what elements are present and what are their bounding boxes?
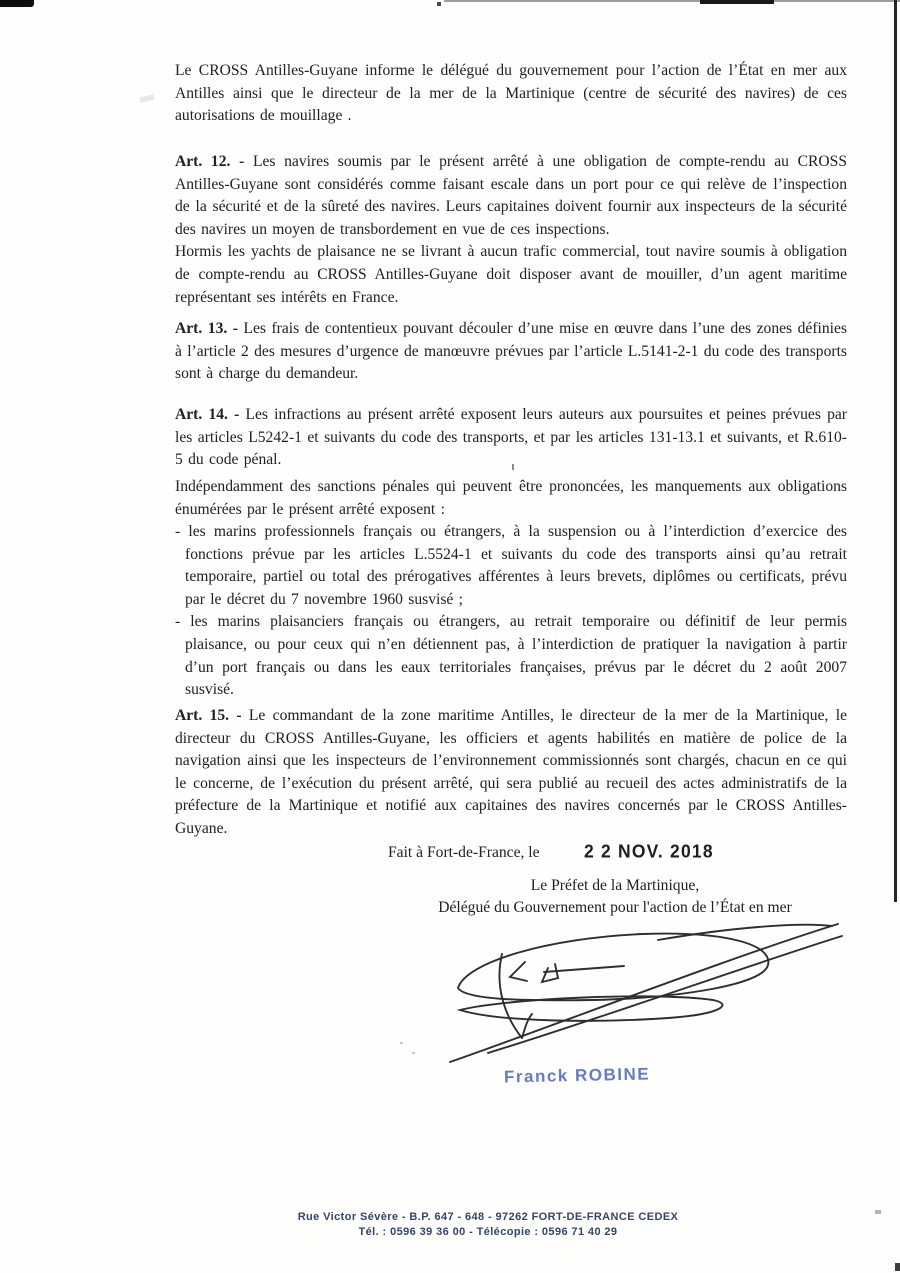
article-13-label: Art. 13. -	[175, 320, 238, 337]
signature-handwriting-icon	[428, 910, 848, 1075]
article-13-paragraph	[175, 318, 847, 386]
sanctions-intro: Indépendamment des sanctions pénales qui peuvent être prononcées, les manquements aux obligations énumérées par le présent arrêté exposent :	[175, 478, 847, 518]
article-15	[175, 705, 847, 841]
place-date-label: Fait à Fort-de-France, le	[388, 844, 540, 861]
article-12-paragraph-2: Hormis les yachts de plaisance ne se livrant à aucun trafic commercial, tout navire soumis à obligation de compte-rendu au CROSS Antilles-Guyane doit disposer avant de mouiller, d’un agent maritime représentant ses intérêts en France.	[175, 243, 847, 306]
scanner-artifact-right-edge-line	[894, 0, 897, 902]
article-12-paragraph	[175, 151, 847, 241]
scanner-artifact-top-dark-segment	[700, 0, 774, 4]
scanner-artifact-speck	[875, 1210, 881, 1214]
sanctions-intro-section	[175, 476, 847, 521]
scanner-artifact-speck	[437, 2, 441, 6]
article-14-body: Les infractions au présent arrêté exposent leurs auteurs aux poursuites et peines prévues par les articles L5242-1 et suivants du code des transports, et par les articles 131-13.1 et suivants, et R.610-5 du code pénal.	[175, 406, 847, 469]
sanctions-list	[175, 521, 847, 702]
letterhead-footer	[188, 1210, 788, 1240]
article-13	[175, 318, 847, 386]
article-15-paragraph	[175, 705, 847, 841]
article-15-label: Art. 15. -	[175, 707, 242, 724]
article-12-label: Art. 12. -	[175, 153, 245, 170]
signatory-title-line1: Le Préfet de la Martinique,	[530, 877, 700, 894]
article-14	[175, 404, 847, 472]
scanner-artifact-speck	[400, 1042, 403, 1044]
scanner-artifact-top-edge-line	[444, 0, 900, 2]
scanner-artifact-smudge	[140, 94, 155, 102]
intro-paragraph: Le CROSS Antilles-Guyane informe le délégué du gouvernement pour l’action de l’État en mer aux Antilles ainsi que le directeur de la mer de la Martinique (centre de sécurité des navires) de ces autorisations de mouillage .	[175, 62, 847, 125]
article-12-body: Les navires soumis par le présent arrêté à une obligation de compte-rendu au CROSS Antilles-Guyane sont considérés comme faisant escale dans un port pour ce qui relève de l’inspection de la sécurité et de la sûreté des navires. Leurs capitaines doivent fournir aux inspecteurs de la sécurité des navires un moyen de transbordement en vue de ces inspections.	[175, 153, 847, 238]
article-13-body: Les frais de contentieux pouvant découler d’une mise en œuvre dans l’une des zones définies à l’article 2 des mesures d’urgence de manœuvre prévues par l’article L.5141-2-1 du code des transports sont à charge du demandeur.	[175, 320, 847, 383]
date-stamp: 2 2 NOV. 2018	[584, 840, 714, 862]
article-14-label: Art. 14. -	[175, 406, 240, 423]
footer-address: Rue Victor Sévère - B.P. 647 - 648 - 97262 FORT-DE-FRANCE CEDEX	[297, 1211, 679, 1223]
intro-section	[175, 60, 847, 128]
sanctions-item: - les marins professionnels français ou étrangers, à la suspension ou à l’interdiction d’exercice des fonctions prévue par les articles L.5524-1 et suivants du code des transports ainsi qu’au retrait temporaire, partiel ou total des prérogatives afférentes à leurs brevets, diplômes ou certificats, prévu par le décret du 7 novembre 1960 susvisé ;	[175, 523, 847, 608]
signature-strokes	[450, 924, 842, 1062]
article-15-body: Le commandant de la zone maritime Antilles, le directeur de la mer de la Martinique, le directeur du CROSS Antilles-Guyane, les officiers et agents habilités en matière de police de la navigation ainsi que les inspecteurs de l’environnement commissionnés sont chargés, chacun en ce qui le concerne, de l’exécution du présent arrêté, qui sera publié au recueil des actes administratifs de la préfecture de la Martinique et notifié aux capitaines des navires concernés par le CROSS Antilles-Guyane.	[175, 707, 847, 837]
footer-phones: Tél. : 0596 39 36 00 - Télécopie : 0596 71 40 29	[358, 1226, 618, 1238]
article-12	[175, 151, 847, 309]
signatory-name-stamp: Franck ROBINE	[503, 1064, 651, 1087]
article-14-paragraph	[175, 404, 847, 472]
signatory-title-line2: Délégué du Gouvernement pour l'action de l’État en mer	[438, 898, 792, 916]
sanctions-item: - les marins plaisanciers français ou étrangers, au retrait temporaire ou définitif de leur permis plaisance, ou pour ceux qui n’en détiennent pas, à l’interdiction de pratiquer la navigation à partir d’un port français ou dans les eaux territoriales françaises, prévus par le décret du 2 août 2007 susvisé.	[175, 613, 847, 699]
scanner-artifact-speck	[412, 1052, 415, 1054]
scanner-artifact-bottom-right-mark	[895, 1263, 900, 1271]
scanner-artifact-top-left-mark	[0, 0, 34, 7]
